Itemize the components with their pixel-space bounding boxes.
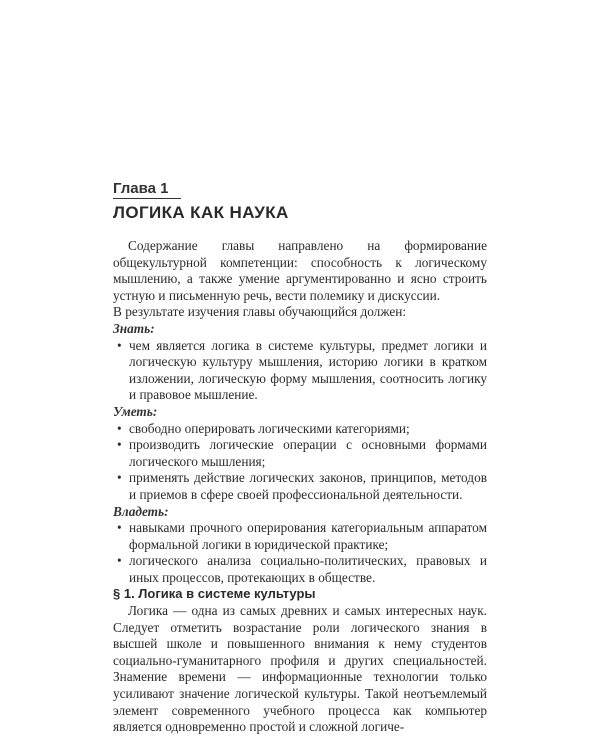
able-list <box>113 421 487 504</box>
list-item-text: чем является логика в системе культуры, предмет логики и логическую культуру мышления, историю логики в кратком изложении, логическую форму мышления, соотносить логику и правовое мышление. <box>129 337 487 403</box>
list-item-text: применять действие логических законов, принципов, методов и приемов в сфере своей профессиональной деятельности. <box>129 470 487 502</box>
bullet-icon: • <box>117 470 122 486</box>
section-paragraph: Логика — одна из самых древних и самых интересных наук. Следует отметить возрастание роли логического знания в высшей школе и повышенного внимания к нему студентов социально-гуманитарного профиля и других специальностей. Знамение времени — информационные технологии только усиливают значение логической культуры. Такой неотъемлемый элемент современного учебного процесса как компьютер является одновременно простой и сложной логиче- <box>113 603 487 735</box>
chapter-title: ЛОГИКА КАК НАУКА <box>113 203 289 222</box>
chapter-body <box>113 238 487 736</box>
know-list <box>113 338 487 404</box>
bullet-icon: • <box>117 420 122 436</box>
section-heading: § 1. Логика в системе культуры <box>113 586 316 602</box>
list-item-text: навыками прочного оперирования категориальным аппаратом формальной логики в юридической практике; <box>129 520 487 552</box>
master-heading: Владеть: <box>113 503 169 519</box>
list-item <box>113 421 487 438</box>
list-item <box>113 520 487 553</box>
intro-paragraph-2: В результате изучения главы обучающийся должен: <box>113 304 407 320</box>
master-list <box>113 520 487 586</box>
list-item-text: логического анализа социально-политических, правовых и иных процессов, протекающих в обществе. <box>129 553 487 585</box>
chapter-label: Глава 1 <box>113 180 169 197</box>
list-item <box>113 437 487 470</box>
list-item <box>113 553 487 586</box>
chapter-label-underline <box>113 198 181 199</box>
know-heading: Знать: <box>113 320 155 336</box>
bullet-icon: • <box>117 553 122 569</box>
bullet-icon: • <box>117 520 122 536</box>
intro-paragraph-1: Содержание главы направлено на формирование общекультурной компетенции: способность к логическому мышлению, а также умение аргументированно и ясно строить устную и письменную речь, вести полемику и дискуссии. <box>113 238 487 303</box>
list-item-text: свободно оперировать логическими категориями; <box>129 420 410 436</box>
able-heading: Уметь: <box>113 403 158 419</box>
bullet-icon: • <box>117 437 122 453</box>
list-item-text: производить логические операции с основными формами логического мышления; <box>129 437 487 469</box>
bullet-icon: • <box>117 337 122 353</box>
list-item <box>113 470 487 503</box>
list-item <box>113 338 487 404</box>
